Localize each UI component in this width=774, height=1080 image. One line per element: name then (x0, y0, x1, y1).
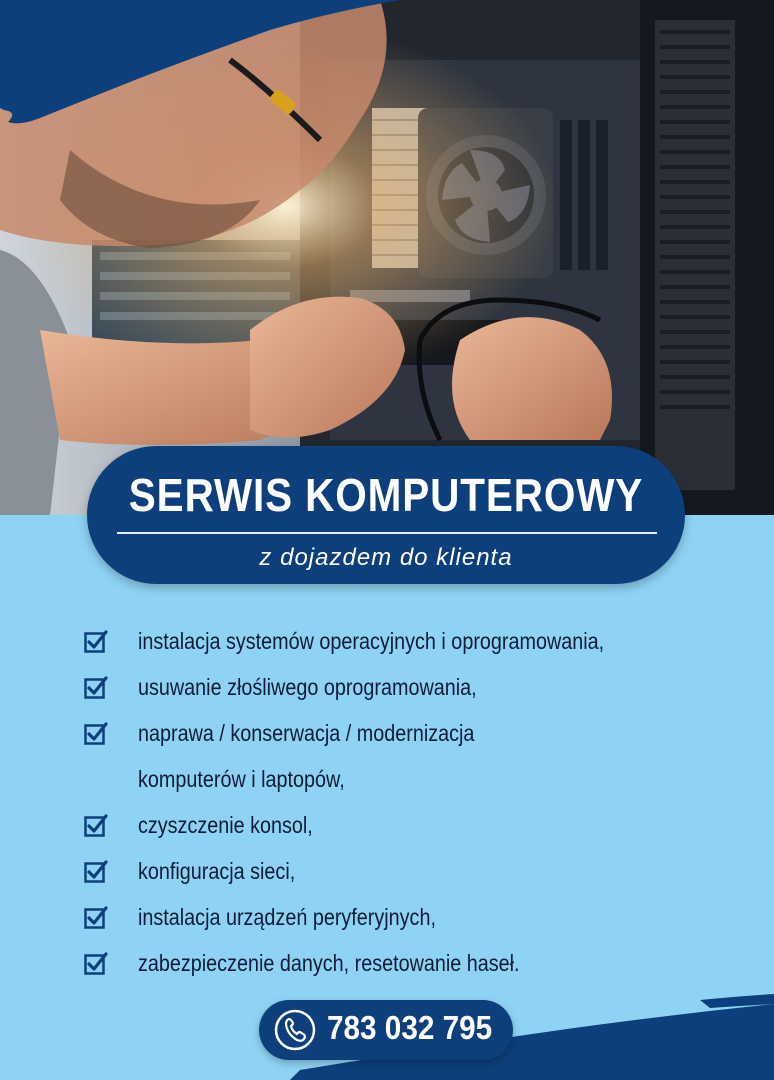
list-item (80, 848, 740, 894)
service-label: instalacja systemów operacyjnych i oprogramowania, (138, 628, 605, 654)
page-subtitle: z dojazdem do klienta (259, 544, 513, 571)
checkbox-checked-icon (84, 629, 108, 653)
brush-stroke-top (0, 0, 774, 140)
list-item (80, 618, 740, 664)
service-label: czyszczenie konsol, (138, 812, 313, 838)
phone-icon (273, 1008, 317, 1052)
checkbox-checked-icon (84, 813, 108, 837)
checkbox-checked-icon (84, 675, 108, 699)
list-item (80, 664, 740, 710)
title-banner (87, 446, 685, 584)
service-label: naprawa / konserwacja / modernizacja (138, 720, 475, 746)
service-label: zabezpieczenie danych, resetowanie haseł. (138, 950, 520, 976)
service-label: instalacja urządzeń peryferyjnych, (138, 904, 436, 930)
checkbox-checked-icon (84, 859, 108, 883)
title-divider (117, 532, 657, 534)
list-item (80, 710, 740, 756)
services-list (80, 618, 740, 986)
page-title: SERWIS KOMPUTEROWY (128, 469, 644, 521)
list-item (80, 802, 740, 848)
hero-photo (0, 0, 774, 515)
phone-contact[interactable] (259, 1000, 513, 1060)
list-item (80, 894, 740, 940)
checkbox-checked-icon (84, 951, 108, 975)
list-item (80, 756, 740, 802)
phone-number: 783 032 795 (327, 1009, 493, 1046)
list-item (80, 940, 740, 986)
service-label: usuwanie złośliwego oprogramowania, (138, 674, 477, 700)
checkbox-checked-icon (84, 905, 108, 929)
service-label: konfiguracja sieci, (138, 858, 296, 884)
checkbox-checked-icon (84, 721, 108, 745)
service-label: komputerów i laptopów, (138, 766, 345, 792)
